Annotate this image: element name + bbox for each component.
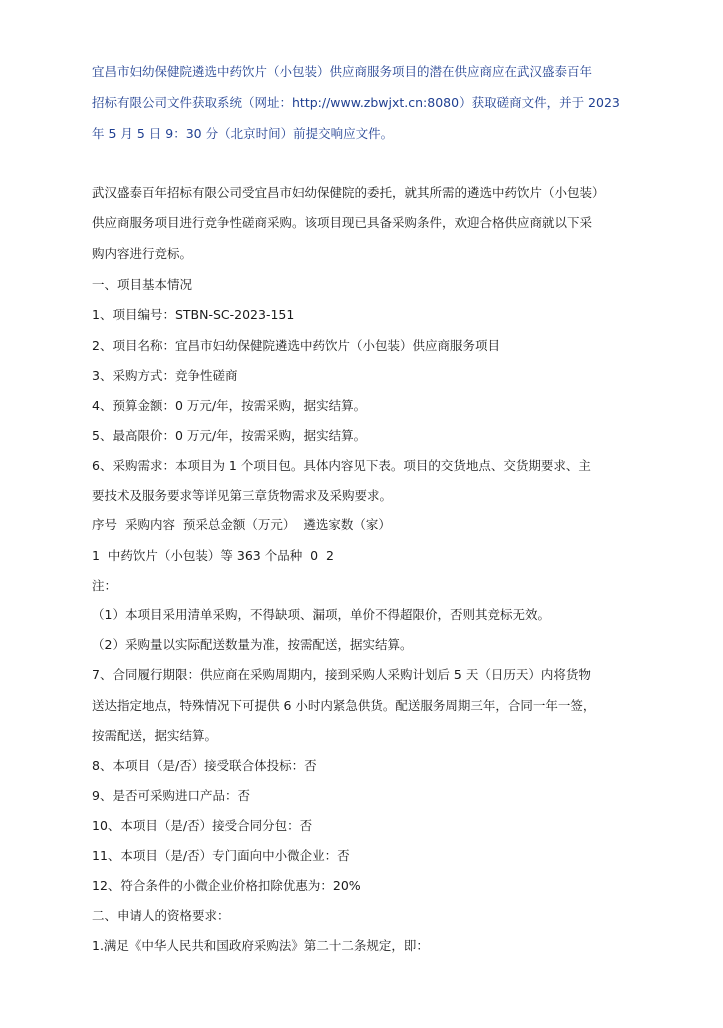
intro-line-2: 供应商服务项目进行竞争性磋商采购。该项目现已具备采购条件，欢迎合格供应商就以下采 — [92, 215, 593, 230]
notice-line-1: 宜昌市妇幼保健院遴选中药饮片（小包装）供应商服务项目的潜在供应商应在武汉盛泰百年 — [92, 64, 593, 79]
note-label: 注： — [92, 578, 118, 593]
item-contract-period-line-3: 按需配送，据实结算。 — [92, 728, 218, 743]
note-2: （2）采购量以实际配送数量为准，按需配送，据实结算。 — [92, 637, 413, 652]
intro-line-1: 武汉盛泰百年招标有限公司受宜昌市妇幼保健院的委托，就其所需的遴选中药饮片（小包装） — [92, 185, 605, 200]
item-subcontract: 10、本项目（是/否）接受合同分包：否 — [92, 818, 313, 833]
section2-heading: 二、申请人的资格要求： — [92, 908, 230, 923]
table-header: 序号 采购内容 预采总金额（万元） 遴选家数（家） — [92, 517, 391, 532]
section1-heading: 一、项目基本情况 — [92, 277, 193, 292]
intro-line-3: 购内容进行竞标。 — [92, 246, 193, 261]
item-sme-discount: 12、符合条件的小微企业价格扣除优惠为：20% — [92, 878, 361, 893]
item-project-name: 2、项目名称：宜昌市妇幼保健院遴选中药饮片（小包装）供应商服务项目 — [92, 338, 500, 353]
item-sme-only: 11、本项目（是/否）专门面向中小微企业：否 — [92, 848, 350, 863]
item-project-number: 1、项目编号：STBN-SC-2023-151 — [92, 307, 295, 322]
item-max-price: 5、最高限价：0 万元/年，按需采购，据实结算。 — [92, 428, 367, 443]
item-budget: 4、预算金额：0 万元/年，按需采购，据实结算。 — [92, 398, 367, 413]
item-procurement-method: 3、采购方式：竞争性磋商 — [92, 368, 238, 383]
item-contract-period-line-2: 送达指定地点，特殊情况下可提供 6 小时内紧急供货。配送服务周期三年，合同一年一签， — [92, 698, 596, 713]
qualification-item-1: 1.满足《中华人民共和国政府采购法》第二十二条规定，即： — [92, 938, 429, 953]
note-1: （1）本项目采用清单采购，不得缺项、漏项，单价不得超限价，否则其竞标无效。 — [92, 607, 550, 622]
notice-line-2: 招标有限公司文件获取系统（网址：http://www.zbwjxt.cn:8080）获取磋商文件，并于 2023 — [92, 95, 620, 110]
item-requirements-line-1: 6、采购需求：本项目为 1 个项目包。具体内容见下表。项目的交货地点、交货期要求、主 — [92, 458, 591, 473]
notice-line-3: 年 5 月 5 日 9：30 分（北京时间）前提交响应文件。 — [92, 126, 394, 141]
item-joint-bid: 8、本项目（是/否）接受联合体投标：否 — [92, 758, 317, 773]
item-contract-period-line-1: 7、合同履行期限：供应商在采购周期内，接到采购人采购计划后 5 天（日历天）内将货物 — [92, 667, 591, 682]
item-imports: 9、是否可采购进口产品：否 — [92, 788, 250, 803]
item-requirements-line-2: 要技术及服务要求等详见第三章货物需求及采购要求。 — [92, 488, 393, 503]
table-row: 1 中药饮片（小包装）等 363 个品种 0 2 — [92, 548, 335, 563]
